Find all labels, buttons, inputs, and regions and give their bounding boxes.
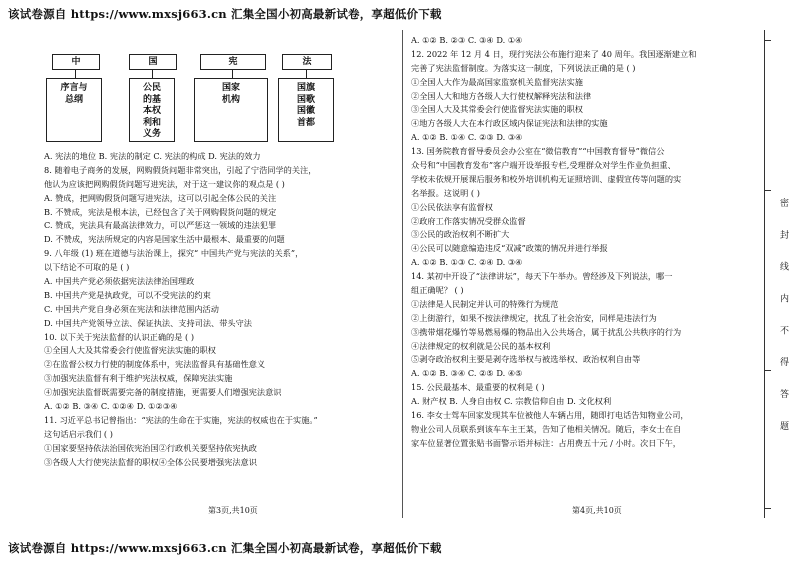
text-line: ②上街游行，如果不按法律规定，扰乱了社会治安，同样是违法行为 [411,312,657,323]
sidebar-tick [765,190,771,191]
diagram-box-state-organs: 国家 机构 [194,78,268,142]
diagram-header-3: 宪 [200,54,266,70]
page-number-right: 第4页,共10页 [572,506,622,515]
text-line: D. 不赞成，宪法所规定的内容是国家生活中最根本、最重要的问题 [44,234,285,245]
text-line: ④法律规定的权利就是公民的基本权利 [411,340,551,351]
text-line: ①国家要坚持依法治国依宪治国②行政机关要坚持依宪执政 [44,442,257,453]
diagram-box-symbols: 国旗 国歌 国徽 首都 [278,78,334,142]
text-line: D. 中国共产党领导立法、保证执法、支持司法、带头守法 [44,317,252,328]
text-line: ③携带烟花爆竹等易燃易爆的物品出入公共场合，属于扰乱公共秩序的行为 [411,326,682,337]
text-line: ②在监督公权力行使的制度体系中，宪法监督具有基础性意义 [44,359,266,370]
column-divider [402,30,403,518]
diagram-connector [75,69,76,78]
text-line: 12. 2022 年 12 月 4 日，现行宪法公布施行迎来了 40 周年。我国逐渐建立和 [411,48,697,59]
sidebar-tick [765,370,771,371]
text-line: ②全国人大和地方各级人大行使权解释宪法和法律 [411,90,592,101]
text-line: ②政府工作落实情况受群众监督 [411,215,526,226]
text-line: ④加强宪法监督既需要完备的制度措施，更需要人们增强宪法意识 [44,387,282,398]
diagram-connector [232,69,233,78]
diagram-box-rights: 公民 的基 本权 利和 义务 [129,78,175,142]
page-number-left: 第3页,共10页 [208,506,258,515]
text-line: 完善了宪法监督制度。为落实这一制度，下列说法正确的是 ( ) [411,62,636,73]
text-line: A. 赞成，把网购假货问题写进宪法，这可以引起全体公民的关注 [44,192,277,203]
constitution-diagram [44,34,394,146]
diagram-connector [152,69,153,78]
text-line: A. ①② B. ②③ C. ③④ D. ①④ [411,35,523,45]
text-line: ④公民可以随意编造违反“双减”政策的情况并进行举报 [411,243,608,254]
text-line: ③全国人大及其常委会行使监督宪法实施的职权 [411,104,583,115]
text-line: C. 中国共产党自身必须在宪法和法律范围内活动 [44,303,219,314]
sidebar-tick [765,508,771,509]
source-banner-bottom: 该试卷源自 https://www.mxsj663.cn 汇集全国小初高最新试卷，享超低价下载 [8,541,442,555]
diagram-box-preamble: 序言与 总纲 [46,78,102,142]
text-line: 13. 国务院教育督导委员会办公室在“微信教育”“中国教育督导”微信公 [411,146,665,157]
text-line: ③加强宪法监督有利于维护宪法权威，保障宪法实施 [44,373,233,384]
text-line: ①法律是人民制定并认可的特殊行为规范 [411,298,559,309]
text-line: 名举报。这说明 ( ) [411,187,480,198]
text-line: A. ①② B. ③④ C. ②⑤ D. ④⑤ [411,368,523,379]
text-line: 学校未依规开展课后服务和校外培训机构无证照培训、虚假宣传等问题的实 [411,173,682,184]
text-line: A. 宪法的地位 B. 宪法的制定 C. 宪法的构成 D. 宪法的效力 [44,151,261,161]
text-line: 物业公司人员联系到该车车主王某，告知了他相关情况。随后，李女士在自 [411,423,682,434]
text-line: 11. 习近平总书记曾指出：“宪法的生命在于实施，宪法的权威也在于实施。” [44,414,318,425]
text-line: ③各级人大行使宪法监督的职权④全体公民要增强宪法意识 [44,456,257,467]
diagram-header-4: 法 [282,54,332,70]
text-line: A. 中国共产党必须依据宪法法律治国理政 [44,276,195,287]
text-line: ④地方各级人大在本行政区域内保证宪法和法律的实施 [411,118,608,129]
diagram-header-2: 国 [129,54,177,70]
right-column [411,34,759,451]
text-line: B. 中国共产党是执政党，可以不受宪法的约束 [44,289,211,300]
text-line: 9. 八年级 (1) 班在道德与法治课上，探究“ 中国共产党与宪法的关系”， [44,248,304,259]
text-line: 16. 李女士驾车回家发现其车位被他人车辆占用，随即打电话告知物业公司， [411,410,689,421]
text-line: A. ①② B. ①③ C. ②④ D. ③④ [411,257,523,268]
text-line: ①全国人大及其常委会行使监督宪法实施的职权 [44,345,216,356]
seal-line-notice: 密 封 线 内 不 得 答 题 [778,198,788,441]
text-line: A. ①② B. ①④ C. ②③ D. ③④ [411,132,523,143]
diagram-header-1: 中 [52,54,100,70]
text-line: ⑤剥夺政治权利主要是剥夺选举权与被选举权、政治权利自由等 [411,354,641,365]
text-line: ①全国人大作为最高国家监察机关监督宪法实施 [411,76,583,87]
text-line: 组正确呢？ ( ) [411,285,464,296]
text-line: 众号和“中国教育发布”客户端开设举报专栏,受理群众对学生作业负担重、 [411,160,676,171]
text-line: 这句话启示我们 ( ) [44,428,113,439]
sidebar-tick [765,40,771,41]
text-line: 以下结论不可取的是 ( ) [44,262,130,273]
text-line: A. ①② B. ③④ C. ①②④ D. ①②③④ [44,401,178,412]
source-banner-top: 该试卷源自 https://www.mxsj663.cn 汇集全国小初高最新试卷，享超低价下载 [8,7,442,21]
text-line: 10. 以下关于宪法监督的认识正确的是 ( ) [44,331,195,342]
text-line: 8. 随着电子商务的发展，网购假货问题非常突出，引起了宁浩同学的关注， [44,164,317,175]
text-line: ①公民依法享有监督权 [411,201,493,212]
diagram-connector [306,69,307,78]
text-line: B. 不赞成，宪法是根本法，已经包含了关于网购假货问题的规定 [44,206,277,217]
text-line: 15. 公民最基本、最重要的权利是 ( ) [411,382,545,393]
text-line: A. 财产权 B. 人身自由权 C. 宗教信仰自由 D. 文化权利 [411,396,612,407]
text-line: ③公民的政治权利不断扩大 [411,229,510,240]
text-line: 家车位显著位置张贴书面警示语并标注：占用费五十元 / 小时。次日下午， [411,437,681,448]
left-column [44,34,394,469]
text-line: C. 赞成，宪法具有最高法律效力，可以严惩这一领域的违法犯罪 [44,220,277,231]
text-line: 他认为应该把网购假货问题写进宪法，对于这一建议你的观点是 ( ) [44,178,285,189]
text-line: 14. 某初中开设了“法律讲坛”，每天下午举办。曾经涉及下列说法，哪一 [411,271,673,282]
